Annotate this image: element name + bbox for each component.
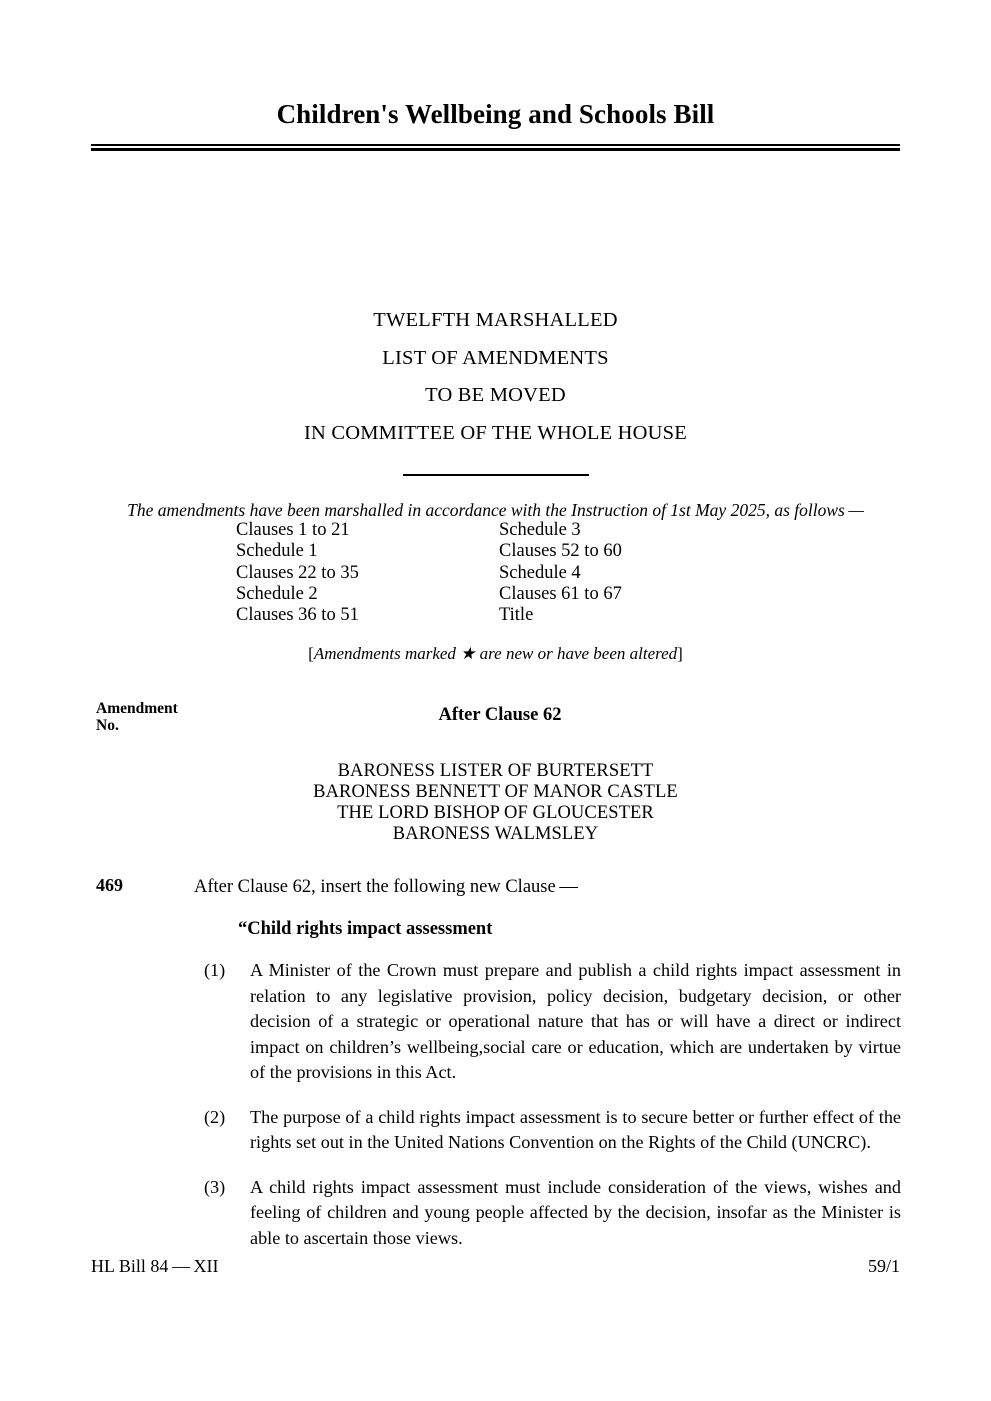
list-item [236, 563, 756, 584]
subsection-text-1: A Minister of the Crown must prepare and publish a child rights impact assessment in relation to any legislative provision, policy decision, budgetary decision, or other decision of a strategic or operational nature that has or will have a direct or indirect impact on children’s wellbeing,social care or education, which are undertaken by virtue of the provisions in this Act. [250, 960, 901, 1083]
heading-line-4: IN COMMITTEE OF THE WHOLE HOUSE [304, 421, 687, 444]
masthead-double-rule [91, 144, 900, 151]
marshalling-left-5: Clauses 36 to 51 [236, 605, 359, 626]
masthead [91, 100, 900, 151]
heading-divider-rule [403, 474, 589, 476]
page-title: Children's Wellbeing and Schools Bill [276, 99, 715, 129]
list-item [236, 584, 756, 605]
subsection-text-2: The purpose of a child rights impact assessment is to secure better or further effect of the rights set out in the United Nations Convention on the Rights of the Child (UNCRC). [250, 1106, 901, 1153]
subsection-2 [96, 1105, 901, 1156]
subsection-marker-2: (2) [204, 1106, 226, 1127]
new-clause-title: “Child rights impact assessment [238, 919, 493, 940]
heading-line-2: LIST OF AMENDMENTS [382, 346, 609, 369]
list-item [236, 541, 756, 562]
marshalling-right-3: Schedule 4 [499, 562, 581, 583]
list-heading-block [91, 302, 900, 476]
star-note [91, 644, 900, 664]
subsection-marker-3: (3) [204, 1176, 226, 1197]
footer-bill-reference: HL Bill 84 — XII [91, 1256, 219, 1276]
marshalling-left-3: Clauses 22 to 35 [236, 562, 359, 583]
sponsor-list [91, 761, 900, 845]
marshalling-right-4: Clauses 61 to 67 [499, 583, 622, 604]
marshalling-left-2: Schedule 1 [236, 541, 318, 562]
star-note-open-bracket: [ [308, 644, 314, 663]
sponsor-name-2: BARONESS BENNETT OF MANOR CASTLE [313, 782, 678, 802]
heading-line-3: TO BE MOVED [425, 384, 566, 406]
amendment-number: 469 [96, 875, 123, 895]
sponsor-name-1: BARONESS LISTER OF BURTERSETT [337, 761, 654, 781]
sponsor-name-4: BARONESS WALMSLEY [392, 824, 599, 844]
subsection-1 [96, 958, 901, 1086]
subsection-marker-1: (1) [204, 960, 226, 981]
marshalling-instruction: The amendments have been marshalled in accordance with the Instruction of 1st May 2025, as follows — [127, 500, 864, 520]
page-footer [91, 1256, 900, 1277]
marshalling-right-5: Title [499, 605, 534, 626]
sponsor-name-3: THE LORD BISHOP OF GLOUCESTER [337, 803, 654, 823]
marshalling-list [236, 520, 756, 626]
after-clause-heading: After Clause 62 [438, 705, 562, 725]
amendment-lead-in: After Clause 62, insert the following new Clause — [194, 877, 578, 897]
marshalling-left-1: Clauses 1 to 21 [236, 520, 350, 540]
marshalling-right-1: Schedule 3 [499, 520, 581, 540]
star-note-text: Amendments marked ★ are new or have been altered [313, 644, 678, 663]
amendment-no-label-line2: No. [96, 716, 119, 734]
subsection-text-3: A child rights impact assessment must include consideration of the views, wishes and feeling of children and young people affected by the decision, insofar as the Minister is able to ascertain those views. [250, 1176, 901, 1248]
marshalling-left-4: Schedule 2 [236, 583, 318, 604]
masthead-rule-thick [91, 148, 900, 151]
amendment-block [96, 875, 901, 1251]
marshalling-right-2: Clauses 52 to 60 [499, 541, 622, 562]
list-item [236, 605, 756, 626]
footer-page-number: 59/1 [867, 1256, 900, 1276]
subsection-list [96, 958, 901, 1251]
subsection-3 [96, 1175, 901, 1252]
amendment-no-label-line1: Amendment [96, 700, 178, 717]
list-item [236, 520, 756, 541]
heading-line-1: TWELFTH MARSHALLED [373, 309, 618, 331]
star-note-close-bracket: ] [677, 644, 683, 663]
